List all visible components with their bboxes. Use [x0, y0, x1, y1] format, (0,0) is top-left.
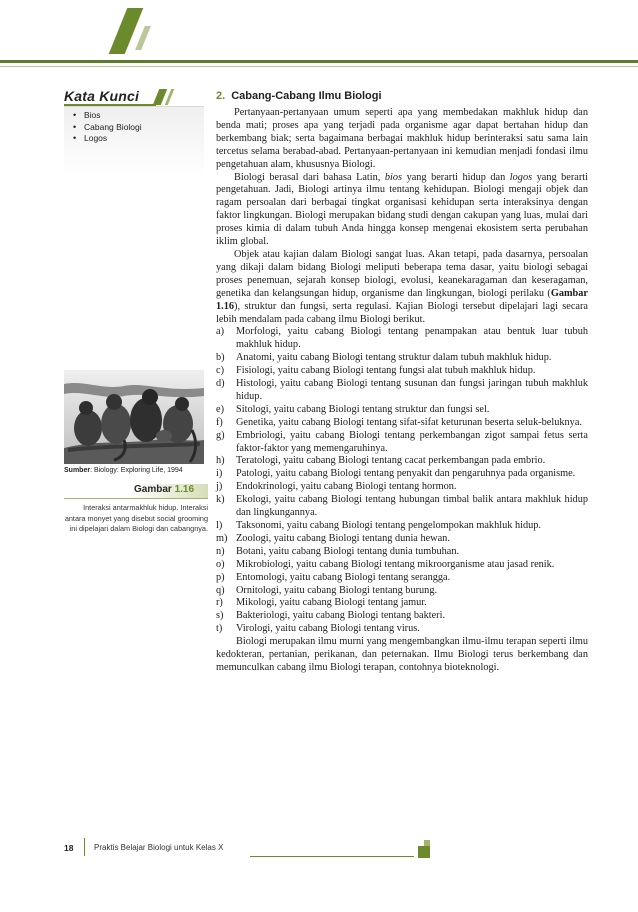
list-item-text: Mikrobiologi, yaitu cabang Biologi tentang mikroorganisme atau jasad renik. [236, 558, 555, 570]
list-item [216, 494, 588, 520]
paragraph: Pertanyaan-pertanyaan umum seperti apa yang membedakan makhluk hidup dan benda mati; proses apa yang terjadi pada organisme agar dapat bertahan hidup dan berkembang biak; serta bagaimana berbagai makhluk hidup berinteraksi satu sama lain tercetus selama berabad-abad. Pertanyaan-pertanyaan ini kemudian menjadi fondasi ilmu pengetahuan alam, khususnya Biologi. [216, 107, 588, 170]
figure-reference: Gambar 1.16 [216, 287, 588, 312]
header-rule [0, 60, 638, 63]
list-marker: e) [216, 403, 224, 415]
section-number: 2. [216, 90, 226, 102]
list-marker: t) [216, 623, 223, 635]
list-item-text: Ekologi, yaitu cabang Biologi tentang hubungan timbal balik antara makhluk hidup dan lingkungannya. [236, 494, 588, 519]
list-item [216, 326, 588, 352]
list-item-text: Patologi, yaitu cabang Biologi tentang penyakit dan pengaruhnya pada organisme. [236, 468, 576, 480]
list-marker: p) [216, 571, 225, 583]
list-marker: g) [216, 429, 225, 441]
keyword-item: • Logos [70, 133, 142, 145]
list-item [216, 378, 588, 404]
list-item-text: Bakteriologi, yaitu cabang Biologi tentang bakteri. [236, 610, 446, 622]
header-rule-thin [0, 66, 638, 67]
list-marker: m) [216, 532, 228, 544]
keyword-item: • Bios [70, 110, 142, 122]
figure-number: 1.16 [174, 484, 195, 495]
list-marker: d) [216, 378, 225, 390]
branch-list [216, 326, 588, 674]
keyword-list [70, 110, 142, 145]
header-slash-decoration-small [135, 26, 151, 50]
list-item [216, 585, 588, 598]
section-heading [216, 90, 382, 102]
list-item [216, 417, 588, 430]
list-item [216, 533, 588, 546]
paragraph-text: yang berarti pengetahuan. Jadi, Biologi artinya ilmu tentang kehidupan. Biologi mengaji objek dan ragam persoalan dari berbagai tingkat organisasi kehidupan serta interaksinya dengan faktor lingkungan. Biologi merupakan bidang studi dengan cakupan yang luas, mulai dari proses kimia di dalam tubuh Anda hingga konsep mengenai ekosistem serta perubahan iklim global. [216, 171, 588, 248]
list-marker: l) [216, 520, 223, 531]
footer-rule [250, 856, 414, 857]
monkey-photo-illustration [64, 370, 204, 464]
section-title: Cabang-Cabang Ilmu Biologi [231, 90, 382, 102]
list-item-text: Histologi, yaitu cabang Biologi tentang susunan dan fungsi jaringan tubuh makhluk hidup. [236, 378, 588, 402]
list-item-text: Taksonomi, yaitu cabang Biologi tentang pengelompokan makhluk hidup. [236, 520, 541, 531]
list-marker: s) [216, 610, 224, 622]
list-item-text: Genetika, yaitu cabang Biologi tentang sifat-sifat keturunan beserta seluk-beluknya. [236, 416, 582, 428]
photo-source [64, 467, 206, 474]
list-marker: h) [216, 455, 225, 467]
list-marker: k) [216, 494, 225, 506]
paragraph [216, 249, 588, 326]
list-marker: i) [216, 468, 223, 480]
list-item [216, 546, 588, 559]
list-item-text: Virologi, yaitu cabang Biologi tentang virus. [236, 623, 420, 635]
paragraph: Biologi merupakan ilmu murni yang mengembangkan ilmu-ilmu terapan seperti ilmu kedokteran, pertanian, perikanan, dan peternakan. Ilmu Biologi terus berkembang dan memunculkan cabang ilmu Biologi terapan, contohnya bioteknologi. [216, 636, 588, 673]
list-item-text: Sitologi, yaitu cabang Biologi tentang struktur dan fungsi sel. [236, 403, 490, 415]
list-item [216, 520, 588, 533]
list-item-text: Ornitologi, yaitu cabang Biologi tentang burung. [236, 584, 438, 596]
list-item-text: Teratologi, yaitu cabang Biologi tentang cacat perkembangan pada embrio. [236, 455, 546, 467]
term-logos: logos [509, 171, 533, 183]
list-item [216, 481, 588, 494]
list-item [216, 623, 588, 675]
paragraph [216, 172, 588, 249]
footer-square-decoration-small [424, 840, 430, 846]
page-number: 18 [64, 843, 74, 853]
list-marker: o) [216, 558, 225, 570]
paragraph-text: yang berarti hidup dan [402, 171, 510, 183]
figure-label-rule [64, 498, 208, 499]
keyword-title: Kata Kunci [64, 88, 140, 104]
keyword-item: • Cabang Biologi [70, 122, 142, 134]
list-marker: r) [216, 597, 223, 609]
list-item [216, 455, 588, 468]
list-item-text: Botani, yaitu cabang Biologi tentang dunia tumbuhan. [236, 545, 460, 557]
list-item-text: Entomologi, yaitu cabang Biologi tentang serangga. [236, 571, 451, 583]
figure-caption: Interaksi antarmakhluk hidup. Interaksi antara monyet yang disebut social grooming ini dipelajari dalam Biologi dan cabangnya. [64, 503, 208, 534]
figure-label [134, 484, 194, 495]
footer-square-decoration [418, 846, 430, 858]
list-item [216, 597, 588, 610]
list-marker: j) [216, 481, 223, 493]
list-item-text: Anatomi, yaitu cabang Biologi tentang struktur dalam tubuh makhluk hidup. [236, 352, 552, 364]
list-marker: c) [216, 365, 224, 377]
list-marker: f) [216, 416, 223, 428]
paragraph-text: ), struktur dan fungsi, serta regulasi. Kajian Biologi tersebut dipelajari lagi secara lebih mendalam pada cabang ilmu Biologi berikut. [216, 300, 588, 325]
list-marker: b) [216, 352, 225, 364]
list-marker: n) [216, 545, 225, 557]
list-item-text: Embriologi, yaitu cabang Biologi tentang perkembangan zigot sampai fetus serta faktor-faktor yang memengaruhinya. [236, 429, 588, 454]
list-item-text: Morfologi, yaitu cabang Biologi tentang penampakan atau bentuk luar tubuh makhluk hidup. [236, 326, 588, 351]
list-item [216, 352, 588, 365]
list-marker: a) [216, 326, 224, 338]
list-item [216, 468, 588, 481]
footer-divider [84, 838, 85, 856]
book-title: Praktis Belajar Biologi untuk Kelas X [94, 843, 224, 852]
list-item-text: Fisiologi, yaitu cabang Biologi tentang fungsi alat tubuh makhluk hidup. [236, 365, 536, 377]
list-item [216, 610, 588, 623]
term-bios: bios [384, 171, 403, 183]
figure-label-word: Gambar [134, 484, 172, 495]
list-item-text: Zoologi, yaitu cabang Biologi tentang dunia hewan. [236, 532, 450, 544]
list-marker: q) [216, 584, 225, 596]
paragraph-text: Objek atau kajian dalam Biologi sangat luas. Akan tetapi, pada dasarnya, persoalan yang dikaji dalam bidang Biologi meliputi beberapa tema dasar, yaitu biologi sebagai proses penemuan, sejarah konsep biologi, evolusi, keanekaragaman dan keseragaman, genetika dan kelangsungan hidup, organisme dan lingkungan, biologi perilaku ( [216, 248, 588, 299]
main-text-column [216, 107, 588, 675]
monkey-grooming-photo [64, 370, 204, 464]
photo-source-text: : Biology: Exploring Life, 1994 [90, 467, 183, 474]
list-item-text: Mikologi, yaitu cabang Biologi tentang jamur. [236, 597, 427, 609]
list-item-text: Endokrinologi, yaitu cabang Biologi tentang hormon. [236, 481, 457, 493]
list-item [216, 365, 588, 378]
photo-source-label: Sumber [64, 467, 91, 474]
list-item [216, 559, 588, 572]
list-item [216, 572, 588, 585]
list-item [216, 404, 588, 417]
keyword-title-underline [64, 104, 156, 106]
list-item [216, 430, 588, 456]
paragraph-text: Biologi berasal dari bahasa Latin, [234, 171, 385, 183]
